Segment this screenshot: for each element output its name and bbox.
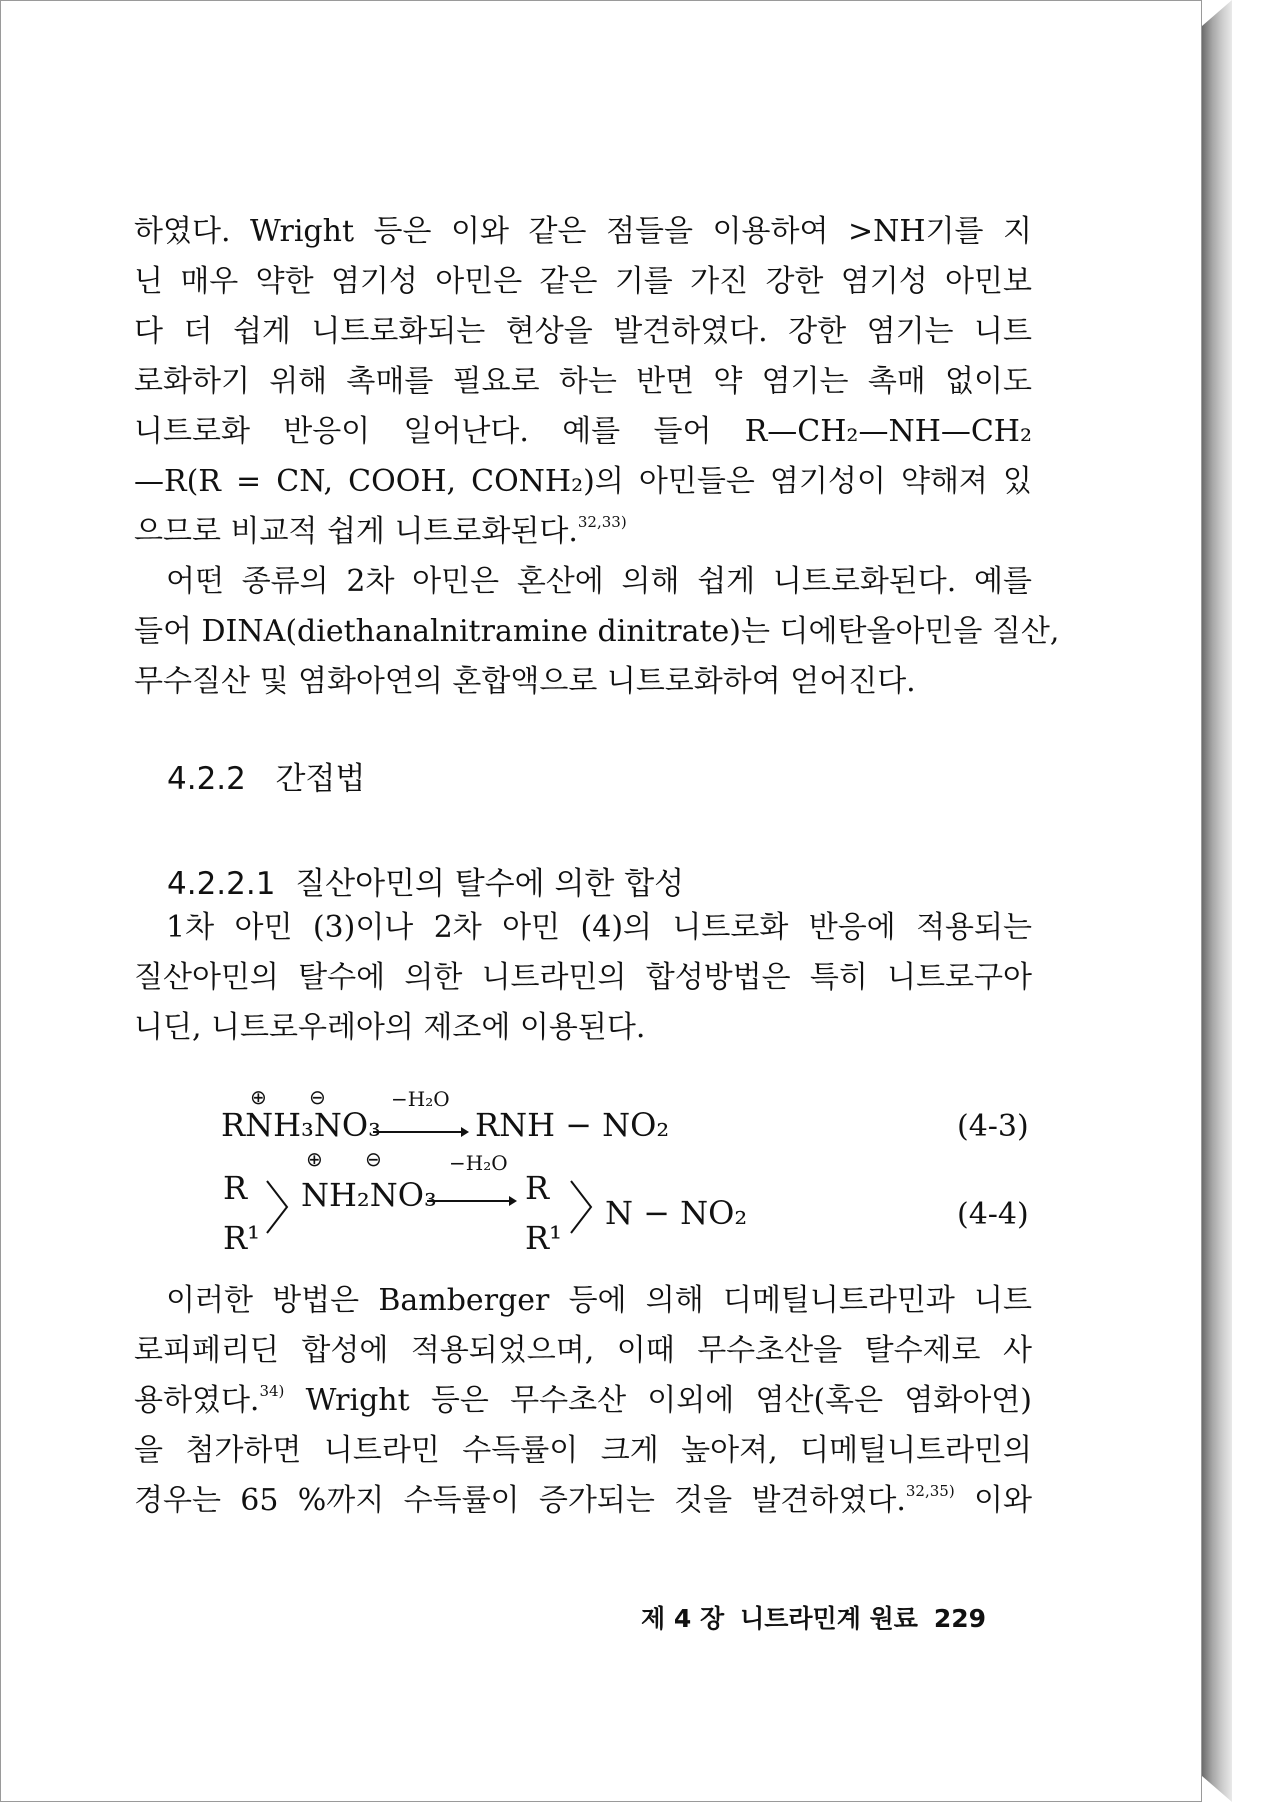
paragraph-3-line: 1차 아민 (3)이나 2차 아민 (4)의 니트로화 반응에 적용되는 (166, 910, 1032, 945)
paragraph-4-line (134, 1476, 1032, 1526)
positive-charge-icon: ⊕ (306, 1147, 323, 1171)
paragraph-1-line: —R(R = CN, COOH, CONH₂)의 아민들은 염기성이 약해져 있 (134, 464, 1032, 499)
paragraph-1 (134, 207, 1032, 557)
citation: 32,33) (577, 513, 627, 531)
subsection-number: 4.2.2.1 (167, 866, 276, 902)
equation-number: (4-3) (957, 1109, 1029, 1144)
paragraph-1-line: 하였다. Wright 등은 이와 같은 점들을 이용하여 >NH기를 지 (134, 214, 1032, 249)
page-corner-top (1202, 0, 1232, 26)
paragraph-4 (134, 1276, 1032, 1526)
paragraph-2 (134, 557, 1060, 707)
paragraph-1-line: 니트로화 반응이 일어난다. 예를 들어 R—CH₂—NH—CH₂ (134, 414, 1032, 449)
negative-charge-icon: ⊖ (309, 1085, 326, 1109)
paragraph-3-line: 질산아민의 탈수에 의한 니트라민의 합성방법은 특히 니트로구아 (134, 960, 1032, 995)
line-text: 이와 (954, 1483, 1032, 1518)
page-footer (641, 1599, 1002, 1635)
equation-reactant: RNH₃NO₃ (221, 1106, 381, 1144)
line-text: 용하였다. (134, 1383, 260, 1418)
page-number: 229 (933, 1604, 987, 1633)
paragraph-1-line: 다 더 쉽게 니트로화되는 현상을 발견하였다. 강한 염기는 니트 (134, 314, 1032, 349)
paragraph-4-line: 을 첨가하면 니트라민 수득률이 크게 높아져, 디메틸니트라민의 (134, 1433, 1032, 1468)
equation-reactant: NH₂NO₃ (301, 1176, 437, 1214)
substituent-r: R (223, 1169, 248, 1207)
paragraph-3-line: 니딘, 니트로우레아의 제조에 이용된다. (134, 1010, 646, 1045)
footer-chapter: 제 4 장 (641, 1604, 725, 1633)
equation-number: (4-4) (957, 1197, 1029, 1232)
line-text: Wright 등은 무수초산 이외에 염산(혹은 염화아연) (284, 1383, 1032, 1418)
paragraph-2-line: 어떤 종류의 2차 아민은 혼산에 의해 쉽게 니트로화된다. 예를 (166, 564, 1032, 599)
paragraph-4-line (134, 1376, 1032, 1426)
paragraph-3 (134, 903, 1032, 1053)
section-title: 간접법 (275, 761, 366, 797)
line-text: 경우는 65 %까지 수득률이 증가되는 것을 발견하였다. (134, 1483, 906, 1518)
paragraph-1-last-line (134, 507, 1032, 557)
section-number: 4.2.2 (167, 761, 246, 797)
product-substituent-r: R (525, 1169, 550, 1207)
page-corner-bottom (1202, 1776, 1232, 1802)
paragraph-1-line: 으므로 비교적 쉽게 니트로화된다. (134, 514, 578, 549)
reaction-arrow-icon (427, 1194, 517, 1208)
paragraph-4-line: 이러한 방법은 Bamberger 등에 의해 디메틸니트라민과 니트 (166, 1283, 1032, 1318)
equation-product: RNH − NO₂ (475, 1106, 670, 1144)
paragraph-2-line: 무수질산 및 염화아연의 혼합액으로 니트로화하여 얻어진다. (134, 664, 916, 699)
equation-condition: −H₂O (449, 1151, 508, 1175)
subsection-title: 질산아민의 탈수에 의한 합성 (295, 866, 685, 902)
page-edge-shadow (1202, 0, 1232, 1802)
paragraph-1-line: 닌 매우 약한 염기성 아민은 같은 기를 가진 강한 염기성 아민보 (134, 264, 1032, 299)
citation: 32,35) (905, 1482, 955, 1500)
section-heading (167, 753, 365, 798)
branch-bracket-icon (569, 1179, 593, 1235)
equation-condition: −H₂O (391, 1087, 450, 1111)
substituent-r1: R¹ (223, 1219, 260, 1257)
paragraph-1-line: 로화하기 위해 촉매를 필요로 하는 반면 약 염기는 촉매 없이도 (134, 364, 1032, 399)
product-substituent-r1: R¹ (525, 1219, 562, 1257)
reaction-arrow-icon (373, 1125, 469, 1139)
negative-charge-icon: ⊖ (365, 1147, 382, 1171)
positive-charge-icon: ⊕ (250, 1085, 267, 1109)
branch-bracket-icon (265, 1179, 289, 1235)
footer-title: 니트라민계 원료 (740, 1604, 918, 1633)
subsection-heading (167, 858, 684, 903)
paragraph-2-line: 들어 DINA(diethanalnitramine dinitrate)는 디에탄올아민을 질산, (134, 614, 1060, 649)
equation-product: N − NO₂ (605, 1194, 748, 1232)
paragraph-4-line: 로피페리딘 합성에 적용되었으며, 이때 무수초산을 탈수제로 사 (134, 1333, 1032, 1368)
citation: 34) (259, 1382, 285, 1400)
